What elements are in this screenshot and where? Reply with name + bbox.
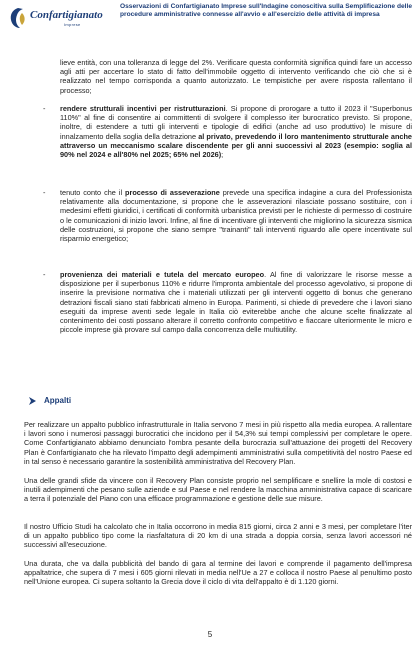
bullet-bold-text: al privato, prevedendo il loro mantenimento strutturale anche attraverso un meccanismo scalare discendente per gli anni successivi al 2023 (esempio: soglia al 90% nel 2024 e all'80% nel 2025; 65% nel 2026) — [60, 131, 412, 160]
bullet-lead: processo di asseverazione — [125, 188, 220, 197]
bullet-lead: provenienza dei materiali e tutela del mercato europeo — [60, 270, 265, 279]
bullet-materiali — [60, 270, 412, 334]
bullet-text-end: ; — [221, 150, 224, 160]
bullet-dash: - — [43, 104, 46, 113]
paragraph-3: Il nostro Ufficio Studi ha calcolato che in Italia occorrono in media 815 giorni, circa 2 anni e 3 mesi, per completare l'iter di un appalto pubblico tipo come la riasfaltatura di 20 km di una strada a doppia corsia, senza lavori accessori né successivi all'esecuzione. — [24, 522, 412, 550]
bullet-dash: - — [43, 188, 46, 197]
bullet-pre: tenuto conto che il — [60, 188, 126, 197]
logo-subtitle: Imprese — [64, 22, 81, 27]
bullet-text: . Al fine di valorizzare le risorse messe a disposizione per il superbonus 110% e ridurre l'impronta ambientale del processo agevolativo, si propone di inserire la previsione normativa che i materiali utilizzati per gli interventi oggetto di bonus che generano detrazioni fiscali siano stati fabbricati almeno in Europa. Parimenti, si chiede di prevedere che i lavori siano eseguiti da imprese aventi sede legale in Italia ciò eviterebbe anche che alcune scelte finalizzate al contenimento dei costi possano alterare il corretto confronto competitivo e fiaccare ulteriormente le micro e piccole imprese già provare sul campo dalla concorrenza delle multiutility. — [60, 270, 412, 335]
confartigianato-logo — [6, 4, 114, 32]
section-title: Appalti — [44, 396, 72, 405]
bullet-dash: - — [43, 270, 46, 279]
bullet-asseverazione — [60, 188, 412, 243]
logo-mark-icon — [8, 7, 28, 29]
bullet-incentivi — [60, 104, 412, 159]
paragraph-1: Per realizzare un appalto pubblico infrastrutturale in Italia servono 7 mesi in più rispetto alla media europea. A rallentare i lavori sono i numerosi passaggi burocratici che incidono per il 54,3% sui tempi complessivi per completare le opere. Come Confartigianato abbiamo denunciato l'ombra pesante della burocrazia sull'attuazione dei progetti del Recovery Plan è Confartigianato che ha rilevato l'impatto degli adempimenti amministrativi sulla competitività del nostro Paese ed in tal senso è necessario garantire la sostenibilità amministrativa del Recovery Plan. — [24, 420, 412, 466]
logo-name: Confartigianato — [30, 9, 103, 21]
paragraph-2: Una delle grandi sfide da vincere con il Recovery Plan consiste proprio nel semplificare e snellire la mole di costosi e inutili adempimenti che pesano sulle aziende e sul Paese e nel rendere la macchina amministrativa capace di scaricare a terra il potenziale del Piano con una efficace programmazione e gestione delle sue misure. — [24, 476, 412, 504]
page-number: 5 — [207, 630, 213, 639]
page-header — [0, 0, 420, 36]
document-header-title: Osservazioni di Confartigianato Imprese sull'Indagine conoscitiva sulla Semplificazione delle procedure amministrative connesse all'avvio e all'esercizio delle attività di impresa — [120, 3, 412, 19]
bullet-text: prevede una specifica indagine a cura del Professionista relativamente alla documentazione, si propone che le asseverazioni rilasciate possano sostituire, con i medesimi effetti giuridici, i certificati di conformità urbanistica previsti per le richieste di permesso di costruire o le comunicazioni di inizio lavori. Infine, al fine di incentivare gli interventi che migliorino la sicurezza sismica delle costruzioni, si propone che siano sempre "trainanti" tali interventi riguardo alle opere incentivate sul risparmio energetico; — [60, 188, 412, 244]
section-arrow-icon — [28, 396, 38, 406]
continued-paragraph: lieve entità, con una tolleranza di legge del 2%. Verificare questa conformità significa quindi fare un accesso agli atti per accertare lo stato di fatto dell'immobile oggetto di intervento verificando che ciò che si è realizzato nel tempo corrisponda a quanto autorizzato. Le tempistiche per avere risposta rallentano il processo; — [60, 58, 412, 95]
bullet-text: . Si propone di prorogare a tutto il 2023 il "Superbonus 110%" al fine di consentire ai committenti di svolgere il complesso iter burocratico previsto. Si propone, inoltre, di estendere a tutti gli interventi e tipologie di edifici (anche ad uso produttivo) le misure di innalzamento della soglia della detrazione — [60, 104, 412, 141]
bullet-lead: rendere strutturali incentivi per ristrutturazioni — [60, 104, 226, 113]
paragraph-4: Una durata, che va dalla pubblicità del bando di gara al termine dei lavori e comprende il pagamento dell'impresa appaltatrice, che supera di 7 mesi i 605 giorni rilevati in media nell'Ue a 27 e colloca il nostro Paese al penultimo posto nell'Unione europea. Ci supera soltanto la Grecia dove il ciclo di vita dell'appalto è di 1.120 giorni. — [24, 559, 412, 587]
